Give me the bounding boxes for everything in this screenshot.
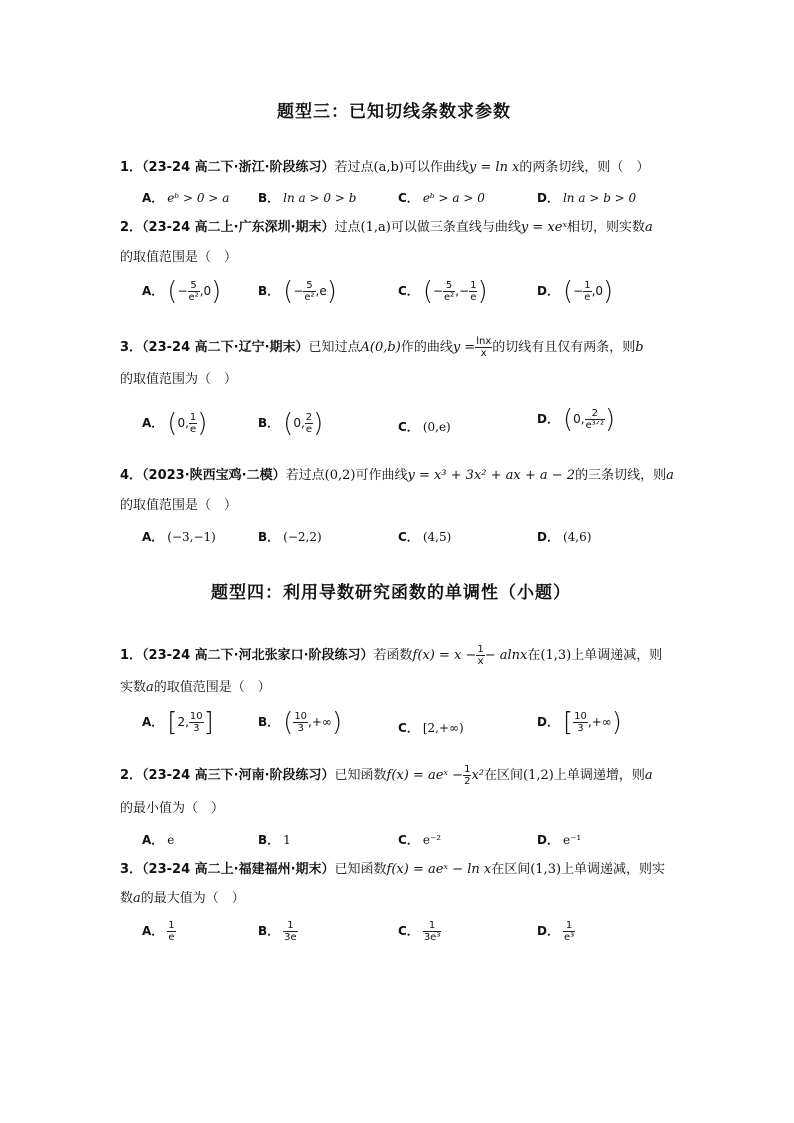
question-text: 上单调递增，则 <box>553 768 645 783</box>
option-c <box>398 189 485 206</box>
fraction: $\frac{10}{3}$ <box>189 711 203 734</box>
fraction: $\frac{10}{3}$ <box>574 711 587 734</box>
question-4-1 <box>120 644 662 667</box>
question-text: 的三条切线，则 <box>575 468 667 483</box>
option-a: A． (− $\frac{5}{\text{e²}}$ ,0) <box>142 276 222 307</box>
option-value: eᵇ > a > 0 <box>422 191 485 205</box>
math-var: a <box>644 768 653 783</box>
question-source: （23-24 高三下·河南·阶段练习） <box>142 768 335 783</box>
question-source: （23-24 高二下·河北张家口·阶段练习） <box>142 648 374 663</box>
math-fx: f(x) = x − <box>412 648 477 663</box>
option-a <box>142 528 216 545</box>
question-text: 若过点 <box>285 468 325 483</box>
question-3-3-line2: 的取值范围为（ ） <box>120 372 238 387</box>
question-3-2-line2: 的取值范围是（ ） <box>120 250 238 265</box>
option-label: C． <box>398 924 419 938</box>
math-fx: f(x) = aeˣ − <box>386 768 464 783</box>
option-label: C． <box>398 530 419 544</box>
question-source: （23-24 高二上·福建福州·期末） <box>142 862 335 877</box>
option-b <box>258 920 298 943</box>
question-number: 2． <box>120 220 143 235</box>
question-4-2 <box>120 764 653 787</box>
question-text: 过点 <box>334 220 361 235</box>
option-c <box>398 418 451 435</box>
math-tail: − alnx <box>484 648 528 663</box>
math-y: y = <box>452 340 476 355</box>
math-curve: y = xeˣ <box>520 220 568 235</box>
option-value: e <box>167 833 175 847</box>
option-label: C． <box>398 721 419 735</box>
question-text: 已知过点 <box>308 340 361 355</box>
option-d: D． [ $\frac{10}{3}$ ,+∞) <box>537 707 622 738</box>
question-text: 可以作曲线 <box>403 160 469 175</box>
question-text: 的两条切线，则（ ） <box>519 160 650 175</box>
option-label: A． <box>142 833 164 847</box>
option-label: A． <box>142 530 164 544</box>
option-label: B． <box>258 833 280 847</box>
option-d <box>537 528 591 545</box>
question-number: 3． <box>120 862 143 877</box>
option-label: C． <box>398 833 419 847</box>
option-label: D． <box>537 530 559 544</box>
option-b <box>258 528 322 545</box>
option-label: A． <box>142 416 164 430</box>
option-c <box>398 920 441 943</box>
option-value: eᵇ > 0 > a <box>167 191 230 205</box>
math-point: A(0,b) <box>360 340 401 355</box>
section-title-4: 题型四：利用导数研究函数的单调性（小题） <box>211 583 571 603</box>
option-b: B． (− $\frac{5}{\text{e²}}$ ,e) <box>258 276 337 307</box>
option-label: D． <box>537 715 559 729</box>
question-text: 可以做三条直线与曲线 <box>390 220 521 235</box>
fraction: $\frac{1}{e}$ <box>168 920 175 943</box>
fraction: $\frac{2}{e}$ <box>305 412 313 435</box>
fraction: $\frac{1}{e}$ <box>584 280 591 303</box>
math-var: a <box>133 891 141 906</box>
question-3-4-line2: 的取值范围是（ ） <box>120 498 238 513</box>
question-text: 上单调递减，则实 <box>561 862 666 877</box>
option-label: D． <box>537 833 559 847</box>
option-label: C． <box>398 420 419 434</box>
math-point: (0,2) <box>324 468 356 483</box>
option-a <box>142 831 174 848</box>
question-number: 1． <box>120 160 143 175</box>
option-value: e⁻² <box>422 833 442 847</box>
question-text: 作的曲线 <box>400 340 453 355</box>
option-d <box>537 920 575 943</box>
option-label: A． <box>142 284 164 298</box>
option-d: D． (0, $\frac{2}{\text{e³ᐟ²}}$ ) <box>537 404 616 435</box>
option-value: 1 <box>283 833 291 847</box>
option-a <box>142 920 176 943</box>
option-label: B． <box>258 191 280 205</box>
question-text: 的最大值为（ ） <box>140 891 245 906</box>
question-text: 在区间 <box>484 768 524 783</box>
question-text: 数 <box>120 891 134 906</box>
option-label: D． <box>537 412 559 426</box>
option-label: B． <box>258 416 280 430</box>
option-label: B． <box>258 715 280 729</box>
question-source: （23-24 高二下·辽宁·期末） <box>142 340 309 355</box>
option-b: B． (0, $\frac{2}{e}$ ) <box>258 408 324 439</box>
question-number: 2． <box>120 768 143 783</box>
question-text: 可作曲线 <box>355 468 408 483</box>
option-b <box>258 831 291 848</box>
fraction: $\frac{5}{\text{e²}}$ <box>444 280 455 303</box>
option-d <box>537 831 581 848</box>
option-value: ln a > 0 > b <box>283 191 357 205</box>
option-label: B． <box>258 284 280 298</box>
option-label: B． <box>258 924 280 938</box>
question-4-2-line2: 的最小值为（ ） <box>120 801 225 816</box>
option-value: (−2,2) <box>283 530 322 544</box>
option-a: A． [2, $\frac{10}{3}$ ] <box>142 707 214 738</box>
question-number: 3． <box>120 340 143 355</box>
fraction: $\frac{\ln x}{x}$ <box>476 336 492 359</box>
math-curve: y = x³ + 3x² + ax + a − 2 <box>407 468 576 483</box>
math-var: a <box>645 220 653 235</box>
section-title-3: 题型三：已知切线条数求参数 <box>277 102 511 122</box>
fraction: $\frac{1}{\text{3e³}}$ <box>423 920 441 943</box>
fraction: $\frac{5}{\text{e²}}$ <box>304 280 315 303</box>
question-text: 若函数 <box>373 648 413 663</box>
fraction: $\frac{10}{3}$ <box>294 711 308 734</box>
option-b <box>258 189 356 206</box>
option-label: A． <box>142 924 164 938</box>
question-text: 若过点 <box>334 160 374 175</box>
question-4-1-line2 <box>120 679 271 697</box>
math-var: b <box>635 340 644 355</box>
fraction: $\frac{1}{\text{e³}}$ <box>563 920 575 943</box>
question-text: 的取值范围是（ ） <box>153 680 271 695</box>
question-text: 相切，则实数 <box>567 220 646 235</box>
option-label: B． <box>258 530 280 544</box>
math-interval: (1,3) <box>530 862 562 877</box>
option-label: A． <box>142 715 164 729</box>
option-d: D． (− $\frac{1}{e}$ ,0) <box>537 276 614 307</box>
option-value: [2,+∞) <box>422 721 464 735</box>
question-4-3-line2 <box>120 890 245 908</box>
question-text: 在 <box>527 648 541 663</box>
question-3-2 <box>120 219 653 237</box>
option-value: (0,e) <box>422 420 451 434</box>
option-value: (4,6) <box>562 530 592 544</box>
question-text: 在区间 <box>491 862 531 877</box>
option-label: C． <box>398 191 419 205</box>
question-3-3 <box>120 336 644 359</box>
option-value: e⁻¹ <box>562 833 582 847</box>
option-label: D． <box>537 924 559 938</box>
option-b: B． ( $\frac{10}{3}$ ,+∞) <box>258 707 343 738</box>
question-number: 4． <box>120 468 143 483</box>
question-text: 上单调递减，则 <box>571 648 663 663</box>
math-interval: (1,3) <box>540 648 572 663</box>
question-source: （2023·陕西宝鸡·二模） <box>142 468 286 483</box>
math-interval: (1,2) <box>523 768 554 783</box>
option-d <box>537 189 636 206</box>
fraction: $\frac{1}{3e}$ <box>284 920 297 943</box>
question-number: 1． <box>120 648 143 663</box>
math-curve: y = ln x <box>468 160 520 175</box>
math-fx: f(x) = aeˣ − ln x <box>386 862 492 877</box>
option-label: D． <box>537 191 559 205</box>
option-c <box>398 528 451 545</box>
math-x2: x² <box>471 768 484 783</box>
question-source: （23-24 高二下·浙江·阶段练习） <box>142 160 335 175</box>
option-label: D． <box>537 284 559 298</box>
math-var: a <box>146 680 154 695</box>
math-point: (a,b) <box>373 160 404 175</box>
math-var: a <box>666 468 674 483</box>
question-text: 实数 <box>120 680 147 695</box>
option-a: A． (0, $\frac{1}{e}$ ) <box>142 408 208 439</box>
option-label: C． <box>398 284 419 298</box>
option-a <box>142 189 229 206</box>
question-text: 的切线有且仅有两条，则 <box>492 340 636 355</box>
question-3-1 <box>120 159 649 177</box>
fraction: $\frac{1}{e}$ <box>189 412 197 435</box>
fraction: $\frac{1}{2}$ <box>464 764 471 787</box>
option-c: C． (− $\frac{5}{\text{e²}}$ ,− $\frac{1}{e}$ ) <box>398 276 488 307</box>
option-value: ln a > b > 0 <box>562 191 637 205</box>
math-point: (1,a) <box>360 220 391 235</box>
question-3-4 <box>120 467 674 485</box>
option-value: (4,5) <box>422 530 452 544</box>
option-c <box>398 719 464 736</box>
fraction: $\frac{1}{x}$ <box>477 644 484 667</box>
option-c <box>398 831 441 848</box>
question-source: （23-24 高二上·广东深圳·期末） <box>142 220 335 235</box>
question-4-3 <box>120 861 665 879</box>
question-text: 已知函数 <box>334 768 387 783</box>
fraction: $\frac{1}{e}$ <box>470 280 477 303</box>
option-value: (−3,−1) <box>167 530 216 544</box>
fraction: $\frac{5}{\text{e²}}$ <box>188 280 199 303</box>
fraction: $\frac{2}{\text{e³ᐟ²}}$ <box>585 408 604 431</box>
option-label: A． <box>142 191 164 205</box>
question-text: 已知函数 <box>334 862 387 877</box>
